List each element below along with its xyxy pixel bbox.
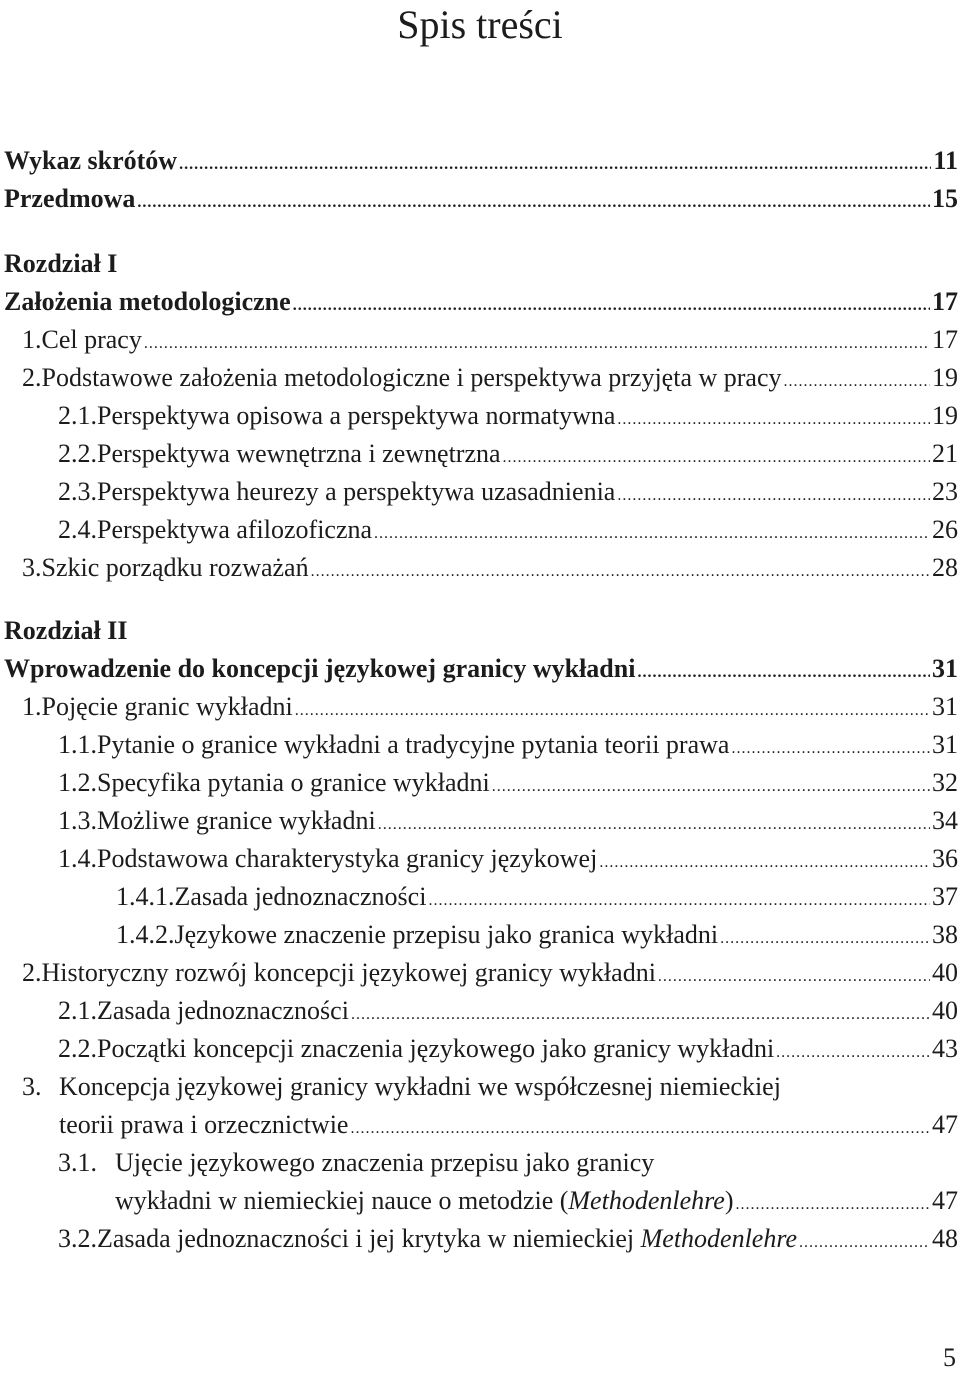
- toc-entry: [4, 283, 958, 321]
- toc-entry: [22, 688, 958, 726]
- toc-entry-page: 11: [933, 146, 958, 175]
- toc-entry-number: 2.1.: [58, 401, 97, 430]
- toc-entry: [22, 549, 958, 587]
- toc-entry: [58, 1144, 958, 1182]
- dot-leader: [658, 958, 930, 996]
- toc-entry-text: Wprowadzenie do koncepcji językowej granicy wykładni: [4, 654, 636, 683]
- toc-entry-number: 2.: [22, 958, 42, 987]
- toc-entry-page: 31: [932, 654, 958, 683]
- toc-entry-title: [97, 1030, 774, 1068]
- toc-entry-title: [115, 1182, 733, 1220]
- toc-entry: [58, 435, 958, 473]
- toc-entry: [58, 511, 958, 549]
- toc-entry-title: [97, 726, 729, 764]
- toc-entry: [58, 1220, 958, 1258]
- toc-entry-text: Rozdział I: [4, 249, 118, 278]
- toc-entry: [58, 397, 958, 435]
- toc-entry-text: Rozdział II: [4, 616, 128, 645]
- toc-entry-title: [59, 1106, 348, 1144]
- toc-entry-title: [115, 1144, 654, 1182]
- dot-leader: [428, 882, 930, 920]
- toc-entry: [116, 916, 958, 954]
- toc-entry-title: [59, 1068, 781, 1106]
- dot-leader: [617, 477, 930, 515]
- toc-entry-suffix: ): [724, 1186, 734, 1215]
- toc-entry-text: Historyczny rozwój koncepcji językowej granicy wykładni: [41, 958, 656, 987]
- toc-entry-number: 1.1.: [58, 730, 97, 759]
- toc-entry: [58, 764, 958, 802]
- toc-entry: [116, 878, 958, 916]
- toc-entry: [58, 802, 958, 840]
- toc-entry-text: Perspektywa wewnętrzna i zewnętrzna: [97, 439, 501, 468]
- dot-leader: [735, 1186, 930, 1224]
- toc-entry-number: 3.: [22, 1072, 42, 1101]
- toc-entry-title: [97, 1220, 797, 1258]
- toc-entry-text: Zasada jednoznaczności: [97, 996, 349, 1025]
- toc-entry-title: [42, 688, 293, 726]
- toc-entry-text: teorii prawa i orzecznictwie: [59, 1110, 349, 1139]
- toc-entry-page: 31: [932, 692, 958, 721]
- toc-entry-page: 31: [932, 730, 958, 759]
- toc-entry-page: 32: [932, 768, 958, 797]
- chapter-heading: [4, 612, 958, 650]
- toc-entry-number: 2.2.: [58, 1034, 97, 1063]
- toc-entry-text: Ujęcie językowego znaczenia przepisu jako granicy: [115, 1148, 655, 1177]
- toc-entry-number: 2.4.: [58, 515, 97, 544]
- toc-entry-text: wykładni w niemieckiej nauce o metodzie (: [115, 1186, 569, 1215]
- toc-entry-page: 47: [932, 1110, 958, 1139]
- toc-entry: [58, 992, 958, 1030]
- toc-entry-page: 17: [932, 287, 958, 316]
- dot-leader: [311, 553, 930, 591]
- dot-leader: [720, 920, 930, 958]
- toc-entry: [22, 954, 958, 992]
- toc-entry-text: Możliwe granice wykładni: [97, 806, 376, 835]
- dot-leader: [599, 844, 930, 882]
- toc-entry-text: Cel pracy: [41, 325, 142, 354]
- toc-entry-title: [4, 142, 177, 180]
- toc-entry-title: [4, 650, 635, 688]
- toc-entry-number: 2.2.: [58, 439, 97, 468]
- dot-leader: [137, 184, 930, 222]
- toc-entry-text: Pojęcie granic wykładni: [41, 692, 293, 721]
- toc-entry-text: Zasada jednoznaczności: [174, 882, 427, 911]
- toc-entry-text: Koncepcja językowej granicy wykładni we współczesnej niemieckiej: [59, 1072, 781, 1101]
- toc-entry-number: 2.1.: [58, 996, 97, 1025]
- toc-entry-page: 36: [932, 844, 958, 873]
- toc-entry-page: 40: [932, 996, 958, 1025]
- toc-entry-title: [97, 802, 376, 840]
- dot-leader: [179, 146, 931, 184]
- dot-leader: [374, 515, 930, 553]
- toc-entry-page: 19: [932, 401, 958, 430]
- toc-entry-title: [4, 283, 291, 321]
- toc-entry-title: [97, 840, 597, 878]
- toc-entry: [4, 180, 958, 218]
- toc-entry-title: [42, 549, 309, 587]
- toc-entry-page: 48: [932, 1224, 958, 1253]
- toc-entry-number: 1.2.: [58, 768, 97, 797]
- toc-entry-title: [97, 764, 490, 802]
- toc-entry-title: [175, 878, 427, 916]
- toc-entry-number: 3.1.: [58, 1148, 97, 1177]
- toc-entry-text: Podstawowa charakterystyka granicy językowej: [97, 844, 598, 873]
- toc-entry-page: 37: [932, 882, 958, 911]
- dot-leader: [799, 1224, 930, 1262]
- toc-entry-number: 2.3.: [58, 477, 97, 506]
- dot-leader: [378, 806, 930, 844]
- toc-entry-page: 17: [932, 325, 958, 354]
- dot-leader: [617, 401, 930, 439]
- toc-entry: [4, 650, 958, 688]
- toc-entry-title: [4, 612, 128, 650]
- dot-leader: [293, 287, 930, 325]
- toc-entry-title: [42, 321, 142, 359]
- toc-entry-number: 1.3.: [58, 806, 97, 835]
- toc-entry: [22, 1068, 958, 1106]
- page-number: 5: [943, 1343, 956, 1372]
- toc-entry-text: Zasada jednoznaczności i jej krytyka w niemieckiej: [97, 1224, 641, 1253]
- toc-entry-number: 2.: [22, 363, 42, 392]
- toc-entry-page: 15: [932, 184, 958, 213]
- toc-entry-text: Szkic porządku rozważań: [41, 553, 309, 582]
- toc-entry-number: 3.: [22, 553, 42, 582]
- toc-entry-page: 38: [932, 920, 958, 949]
- toc-entry-page: 26: [932, 515, 958, 544]
- toc-entry-title: [4, 245, 117, 283]
- toc-entry-page: 28: [932, 553, 958, 582]
- toc-entry-number: 1.4.1.: [116, 882, 175, 911]
- dot-leader: [784, 363, 931, 401]
- toc-entry-text: Perspektywa heurezy a perspektywa uzasadnienia: [97, 477, 616, 506]
- dot-leader: [637, 654, 930, 692]
- toc-entry-text: Założenia metodologiczne: [4, 287, 291, 316]
- chapter-heading: [4, 245, 958, 283]
- toc-entry: [58, 1030, 958, 1068]
- toc-entry-text: Wykaz skrótów: [4, 146, 178, 175]
- toc-entry-title: [42, 954, 656, 992]
- toc-entry: [59, 1106, 958, 1144]
- toc-entry-title: [97, 992, 349, 1030]
- toc-entry: [58, 473, 958, 511]
- toc-entry: [22, 321, 958, 359]
- page-title: Spis treści: [397, 2, 563, 47]
- toc-entry-italic: Methodenlehre: [640, 1224, 798, 1253]
- toc-entry-number: 1.: [22, 692, 42, 721]
- toc-entry-number: 3.2.: [58, 1224, 97, 1253]
- toc-entry: [115, 1182, 958, 1220]
- dot-leader: [295, 692, 930, 730]
- toc-entry-text: Pytanie o granice wykładni a tradycyjne pytania teorii prawa: [97, 730, 730, 759]
- toc-entry-text: Perspektywa afilozoficzna: [97, 515, 373, 544]
- toc-entry-text: Perspektywa opisowa a perspektywa normatywna: [97, 401, 616, 430]
- toc-entry-number: 1.4.: [58, 844, 97, 873]
- toc-entry-title: [97, 435, 501, 473]
- toc-entry-page: 19: [932, 363, 958, 392]
- toc-entry-page: 34: [932, 806, 958, 835]
- toc-entry-text: Przedmowa: [4, 184, 136, 213]
- toc-entry-text: Podstawowe założenia metodologiczne i perspektywa przyjęta w pracy: [41, 363, 782, 392]
- toc-entry-page: 43: [932, 1034, 958, 1063]
- dot-leader: [144, 325, 930, 363]
- toc-entry-text: Językowe znaczenie przepisu jako granica wykładni: [174, 920, 719, 949]
- dot-leader: [731, 730, 930, 768]
- toc-entry-page: 47: [932, 1186, 958, 1215]
- toc-entry-text: Specyfika pytania o granice wykładni: [97, 768, 490, 797]
- toc-entry-number: 1.4.2.: [116, 920, 175, 949]
- toc-entry: [4, 142, 958, 180]
- toc-entry-text: Początki koncepcji znaczenia językowego jako granicy wykładni: [97, 1034, 775, 1063]
- toc-entry-page: 23: [932, 477, 958, 506]
- toc-entry-title: [97, 397, 615, 435]
- toc-entry-title: [97, 473, 615, 511]
- toc-entry-title: [42, 359, 782, 397]
- toc-entry-title: [4, 180, 135, 218]
- toc-entry-page: 40: [932, 958, 958, 987]
- toc-entry-page: 21: [932, 439, 958, 468]
- toc-entry-number: 1.: [22, 325, 42, 354]
- toc-entry-title: [97, 511, 372, 549]
- dot-leader: [503, 439, 930, 477]
- toc-entry: [22, 359, 958, 397]
- dot-leader: [351, 996, 930, 1034]
- toc-entry: [58, 840, 958, 878]
- toc-entry: [58, 726, 958, 764]
- dot-leader: [492, 768, 930, 806]
- toc-entry-title: [175, 916, 719, 954]
- dot-leader: [350, 1110, 930, 1148]
- dot-leader: [776, 1034, 930, 1072]
- toc-entry-italic: Methodenlehre: [568, 1186, 725, 1215]
